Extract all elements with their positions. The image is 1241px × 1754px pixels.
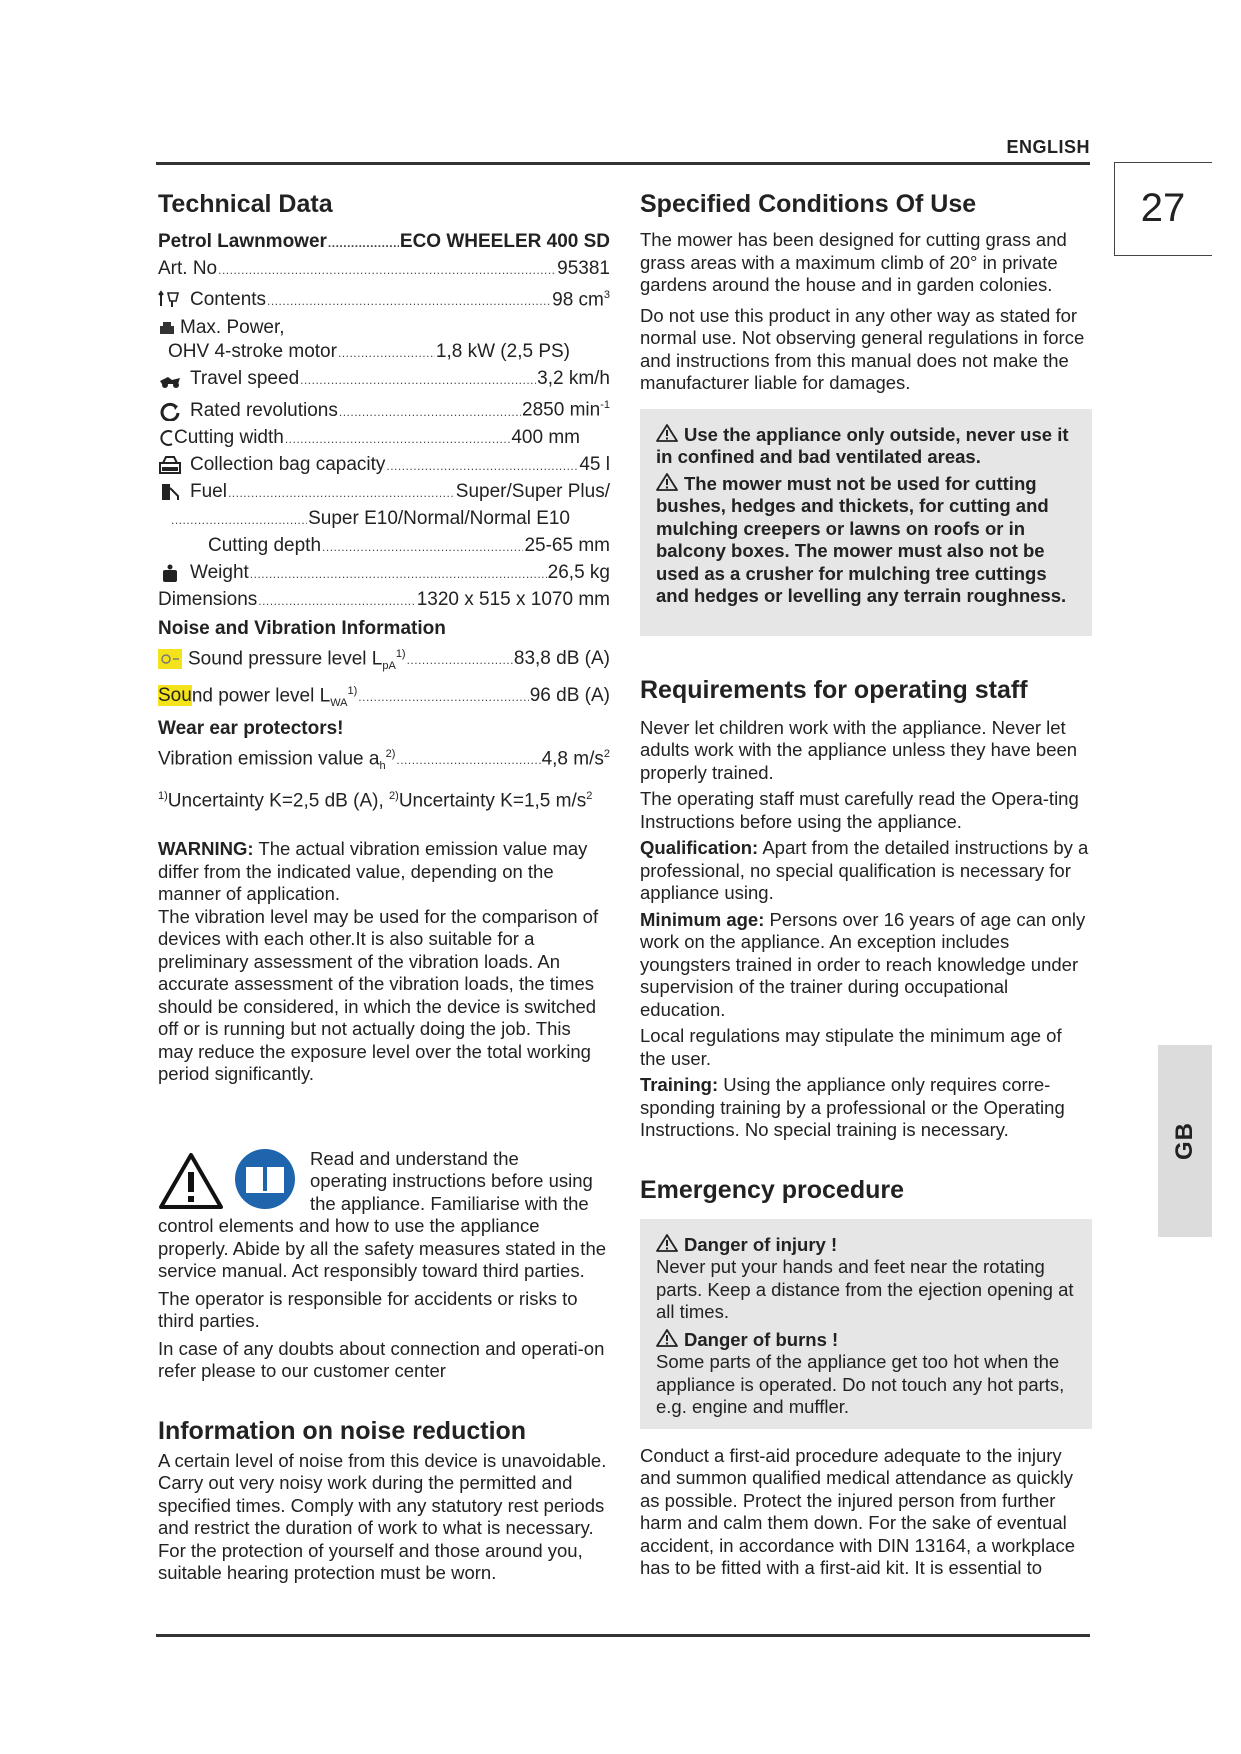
warning-icon: [656, 472, 678, 492]
warning-paragraph-2: The vibration level may be used for the comparison of devices with each other.It is also suitable for a preliminary assessment of the vibration loads. An accurate assessment of the vibration loads, the times should be considered, in which the device is switched off or is running but not actually doing the job. This may reduce the exposure level over the total working period significantly.: [158, 905, 599, 1085]
product-label: Petrol Lawnmower: [158, 231, 327, 252]
fuel-value-2: Super E10/Normal/Normal E10: [308, 507, 570, 529]
rated-revolutions-label: Rated revolutions: [190, 399, 338, 421]
burns-title-text: Danger of burns !: [684, 1328, 839, 1350]
collection-bag-label: Collection bag capacity: [190, 453, 386, 475]
cutting-depth-value: 25-65 mm: [524, 534, 610, 556]
dimensions-value: 1320 x 515 x 1070 mm: [416, 588, 610, 610]
qualification-text: Apart from the detailed instructions by a professional, no special qualification is necessary for appliance using.: [640, 837, 1089, 903]
sound-pressure-sub: pA: [382, 659, 396, 672]
warning-icon: [656, 1233, 678, 1253]
fuel-value-1: Super/Super Plus/: [455, 480, 610, 502]
rated-revolutions-row: [158, 393, 610, 424]
read-instructions-line-1: Read and understand the: [310, 1147, 519, 1169]
vibration-sub: h: [379, 760, 386, 773]
motor-label: OHV 4-stroke motor: [168, 341, 337, 363]
burns-text: Some parts of the appliance get too hot when the appliance is operated. Do not touch any hot parts, e.g. engine and muffler.: [656, 1351, 1065, 1417]
cutting-depth-row: [158, 533, 610, 560]
collection-bag-icon: [158, 455, 182, 475]
minimum-age-para: [640, 909, 1092, 1022]
training-text: Using the appliance only requires corre-sponding training by a professional or the Operating Instructions. No special training is necessary.: [640, 1074, 1065, 1140]
rated-revolutions-value: 2850 min: [522, 399, 601, 421]
uncertainty-note: [158, 783, 610, 814]
bottom-rule: [156, 1634, 1090, 1637]
fuel-tank-icon: [158, 290, 182, 310]
leader-dots: [328, 229, 399, 256]
contents-sup: 3: [603, 289, 610, 301]
dimensions-row: [158, 587, 610, 614]
art-no-row: [158, 256, 610, 283]
noise-reduction-title: Information on noise reduction: [158, 1416, 527, 1445]
weight-icon: [158, 563, 182, 583]
weight-value: 26,5 kg: [547, 561, 610, 583]
operator-responsibility: The operator is responsible for accidents or risks to third parties.: [158, 1287, 578, 1332]
engine-icon: [158, 320, 178, 336]
conditions-title: Specified Conditions Of Use: [640, 190, 977, 218]
first-aid-text: Conduct a first-aid procedure adequate to the injury and summon qualified medical attendance as quickly as possible. Protect the injured person from further harm and calm them down. For the sake of eventual accident, in accordance with DIN 13164, a workplace has to be fitted with a first-aid kit. It is essential to: [640, 1444, 1075, 1578]
uncertainty-text-1: Uncertainty K=2,5 dB (A),: [167, 790, 384, 812]
vibration-value: 4,8 m/s: [541, 748, 604, 770]
ear-protectors: Wear ear protectors!: [158, 717, 344, 739]
conditions-warning-2-text: The mower must not be used for cutting bushes, hedges and thickets, for cutting and mulching creepers or lawns on roofs or in balcony boxes. The mower must also not be used as a crusher for mulching tree cuttings and hedges or levelling any terrain roughness.: [656, 472, 1067, 606]
cutting-depth-label: Cutting depth: [208, 534, 322, 556]
max-power-row: [158, 316, 610, 339]
conditions-para-2: Do not use this product in any other way as stated for normal use. Not observing general regulations in force and instructions from this manual does not make the manufacturer liable for damages.: [640, 304, 1085, 393]
product-row: [158, 229, 610, 256]
contents-row: [158, 283, 610, 314]
staff-para-1: Never let children work with the appliance. Never let adults work with the appliance unless they have been properly trained.: [640, 716, 1078, 783]
injury-text: Never put your hands and feet near the rotating parts. Keep a distance from the ejection opening at all times.: [656, 1256, 1074, 1322]
uncertainty-sup-2: 2): [389, 790, 399, 803]
travel-speed-row: [158, 366, 610, 393]
cutting-width-value: 400 mm: [511, 426, 580, 448]
conditions-warning-1: [656, 423, 1076, 469]
emergency-title: Emergency procedure: [640, 1175, 904, 1204]
art-no-label: Art. No: [158, 258, 218, 279]
conditions-warning-2: [656, 472, 1076, 608]
language-side-tab-label: [1158, 1045, 1212, 1237]
top-rule: [156, 162, 1090, 165]
max-power-label: Max. Power,: [180, 317, 285, 339]
left-column: [158, 190, 610, 1585]
weight-row: [158, 560, 610, 587]
cutting-width-row: [158, 425, 610, 452]
warning-icon: [656, 423, 678, 443]
product-model: ECO WHEELER 400 SD: [399, 231, 610, 252]
sound-pressure-value: 83,8 dB (A): [513, 647, 610, 669]
warning-triangle-icon: [158, 1152, 224, 1210]
customer-center-note: In case of any doubts about connection and operati-on refer please to our customer center: [158, 1337, 605, 1382]
sound-power-value: 96 dB (A): [529, 685, 610, 707]
warning-paragraph: [158, 838, 610, 906]
art-no-value: 95381: [557, 258, 610, 279]
sound-icon: [158, 649, 182, 669]
noise-reduction-text: A certain level of noise from this device is unavoidable. Carry out very noisy work during the permitted and specified times. Comply with any statutory rest periods and restrict the duration of work to what is necessary. For the protection of yourself and those around you, suitable hearing protection must be worn.: [158, 1449, 607, 1584]
contents-label: Contents: [190, 289, 267, 311]
qualification-label: Qualification:: [640, 837, 759, 858]
motor-value: 1,8 kW (2,5 PS): [435, 341, 570, 363]
read-instructions-line-3: the appliance. Familiarise with the: [310, 1192, 589, 1214]
uncertainty-text-2-sup: 2: [586, 790, 593, 803]
cutting-width-label: Cutting width: [174, 426, 284, 448]
training-para: [640, 1074, 1092, 1142]
travel-speed-label: Travel speed: [190, 368, 300, 390]
uncertainty-text-2: Uncertainty K=1,5 m/s: [398, 790, 587, 812]
dimensions-label: Dimensions: [158, 588, 258, 610]
sound-power-sub: WA: [330, 696, 348, 709]
fuel-pump-icon: [158, 482, 182, 502]
page-number: 27: [1140, 186, 1186, 230]
minimum-age-label: Minimum age:: [640, 908, 765, 930]
uncertainty-sup-1: 1): [158, 790, 168, 803]
sound-power-sup: 1): [347, 684, 358, 697]
warning-icon: [656, 1328, 678, 1348]
vibration-sup: 2): [385, 747, 396, 760]
local-regulations-para: Local regulations may stipulate the minimum age of the user.: [640, 1025, 1062, 1069]
injury-title: [656, 1233, 1076, 1257]
motor-row: [158, 339, 610, 366]
fuel-row-2: [158, 506, 610, 533]
sound-pressure-label: Sound pressure level L: [188, 647, 383, 669]
vibration-value-sup: 2: [603, 747, 610, 760]
staff-title: Requirements for operating staff: [640, 675, 1028, 704]
warning-label: WARNING:: [158, 838, 254, 860]
sound-pressure-row: [158, 642, 610, 679]
read-instructions-block: [158, 1148, 610, 1383]
vibration-row: [158, 742, 610, 779]
travel-speed-icon: [158, 369, 182, 389]
conditions-warning-1-text: Use the appliance only outside, never use it in confined and bad ventilated areas.: [656, 423, 1069, 467]
conditions-para-1: The mower has been designed for cutting grass and grass areas with a maximum climb of 20° in private gardens around the house and in garden colonies.: [640, 229, 1067, 295]
weight-label: Weight: [190, 561, 249, 583]
contents-value: 98 cm: [552, 289, 604, 311]
staff-para-2: The operating staff must carefully read the Opera-ting Instructions before using the appliance.: [640, 788, 1079, 832]
sound-power-row: [158, 679, 610, 716]
training-label: Training:: [640, 1074, 719, 1095]
travel-speed-value: 3,2 km/h: [537, 368, 610, 390]
language-label: ENGLISH: [1006, 137, 1090, 157]
right-column: [640, 190, 1092, 1580]
collection-bag-row: [158, 452, 610, 479]
sound-pressure-sup: 1): [395, 647, 406, 660]
revolutions-icon: [158, 401, 182, 421]
minimum-age-text: Persons over 16 years of age can only work on the appliance. An exception includes youngsters trained in order to reach knowledge under supervision of the trainer during occupational education.: [640, 908, 1086, 1020]
language-side-tab-text: GB: [1171, 1122, 1198, 1160]
noise-title: Noise and Vibration Information: [158, 617, 446, 639]
sound-power-label: nd power level L: [191, 685, 331, 707]
fuel-label: Fuel: [190, 480, 227, 502]
vibration-label: Vibration emission value a: [158, 748, 380, 770]
warning-text: The actual vibration emission value may differ from the indicated value, depending on the manner of application.: [158, 838, 588, 905]
read-instructions-rest: control elements and how to use the appliance properly. Abide by all the safety measures stated in the service manual. Act responsibly toward third parties.: [158, 1215, 607, 1282]
sound-power-label-highlight: Sou: [158, 685, 192, 707]
conditions-warning-box: [640, 409, 1092, 636]
injury-title-text: Danger of injury !: [684, 1233, 838, 1255]
cutting-width-icon: [158, 428, 174, 448]
collection-bag-value: 45 l: [579, 453, 610, 475]
read-manual-icon: [234, 1148, 296, 1210]
burns-title: [656, 1328, 1076, 1352]
qualification-para: [640, 837, 1092, 905]
rated-revolutions-sup: -1: [600, 399, 610, 412]
technical-data-title: Technical Data: [158, 190, 333, 218]
emergency-box: [640, 1219, 1092, 1429]
fuel-row: [158, 479, 610, 506]
read-instructions-line-2: operating instructions before using: [310, 1170, 593, 1192]
